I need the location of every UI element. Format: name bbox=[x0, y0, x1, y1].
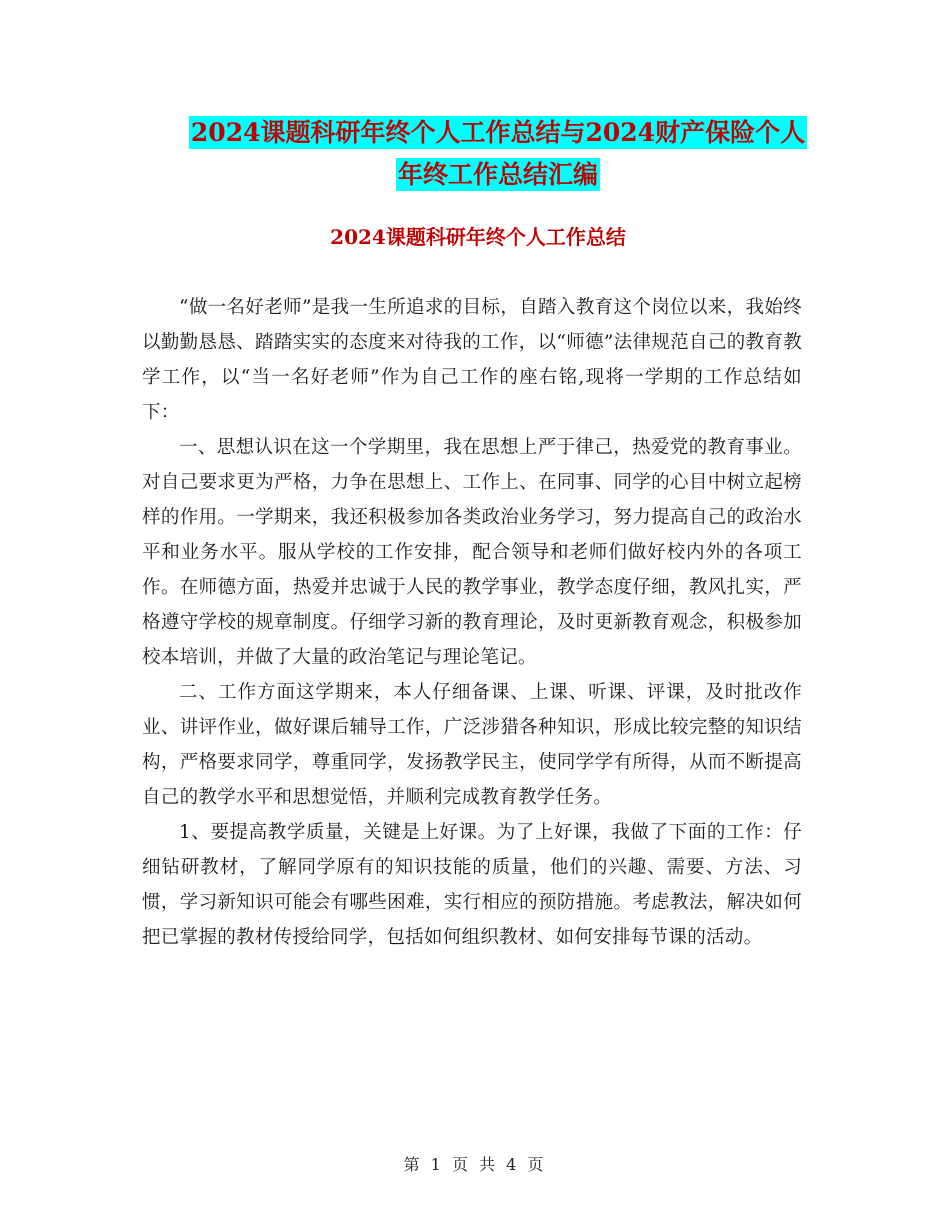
paragraph: 一、思想认识在这一个学期里，我在思想上严于律己，热爱党的教育事业。对自己要求更为严格，力争在思想上、工作上、在同事、同学的心目中树立起榜样的作用。一学期来，我还积极参加各类政治业务学习，努力提高自己的政治水平和业务水平。服从学校的工作安排，配合领导和老师们做好校内外的各项工作。在师德方面，热爱并忠诚于人民的教学事业，教学态度仔细，教风扎实，严格遵守学校的规章制度。仔细学习新的教育理论，及时更新教育观念，积极参加校本培训，并做了大量的政治笔记与理论笔记。 bbox=[142, 437, 802, 668]
page-number-footer: 第 1 页 共 4 页 bbox=[403, 1155, 547, 1174]
document-title-line-2: 年终工作总结汇编 bbox=[397, 160, 598, 189]
document-title-line-1: 2024课题科研年终个人工作总结与2024财产保险个人 bbox=[190, 118, 806, 147]
document-body bbox=[142, 290, 802, 955]
paragraph: 二、工作方面这学期来，本人仔细备课、上课、听课、评课，及时批改作业、讲评作业，做好课后辅导工作，广泛涉猎各种知识，形成比较完整的知识结构，严格要求同学，尊重同学，发扬教学民主，使同学学有所得，从而不断提高自己的教学水平和思想觉悟，并顺利完成教育教学任务。 bbox=[142, 682, 802, 808]
section-title: 2024课题科研年终个人工作总结 bbox=[330, 225, 626, 249]
paragraph: 1、要提高教学质量，关键是上好课。为了上好课，我做了下面的工作：仔细钻研教材，了解同学原有的知识技能的质量，他们的兴趣、需要、方法、习惯，学习新知识可能会有哪些困难，实行相应的预防措施。考虑教法，解决如何把已掌握的教材传授给同学，包括如何组织教材、如何安排每节课的活动。 bbox=[142, 822, 802, 948]
document-title bbox=[140, 112, 856, 196]
paragraph: “做一名好老师”是我一生所追求的目标，自踏入教育这个岗位以来，我始终以勤勤恳恳、踏踏实实的态度来对待我的工作，以“师德”法律规范自己的教育教学工作，以“当一名好老师”作为自己工作的座右铭,现将一学期的工作总结如下： bbox=[142, 297, 802, 423]
